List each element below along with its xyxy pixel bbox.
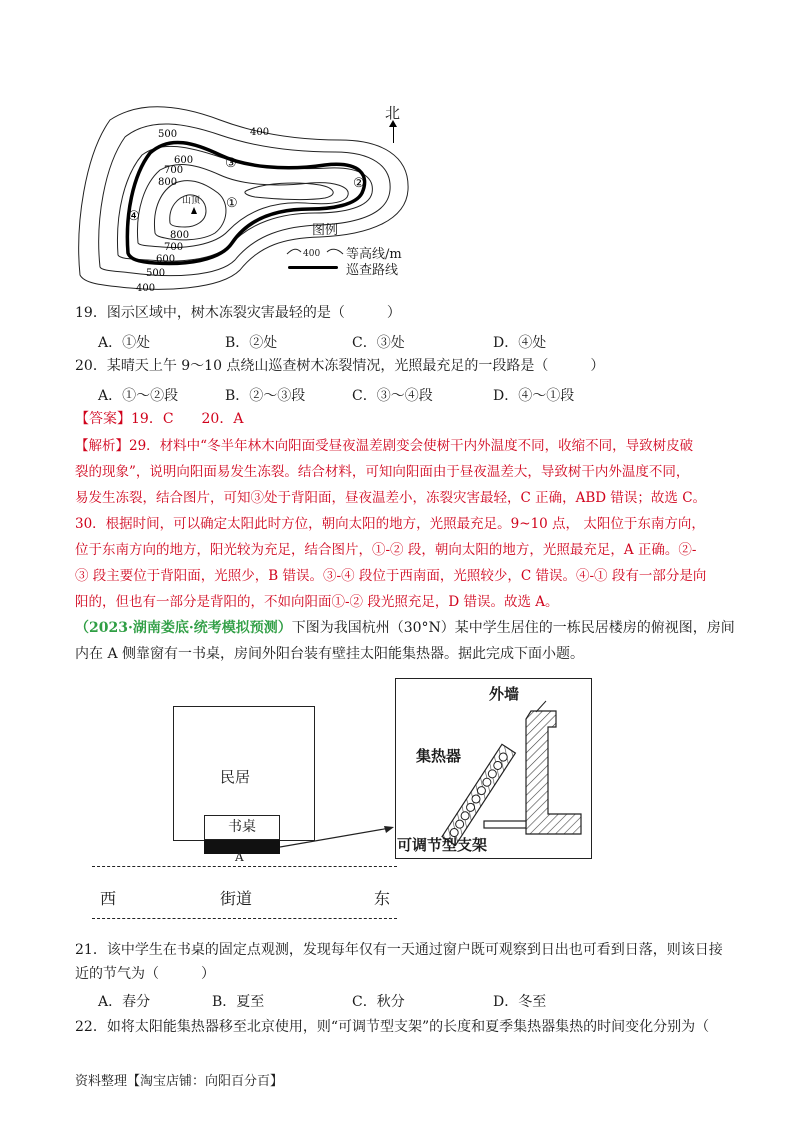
question-19: 19．图示区域中，树木冻裂灾害最轻的是（ ） bbox=[75, 305, 401, 321]
question-21-line-2: 近的节气为（ ） bbox=[75, 966, 215, 982]
street-label: 街道 bbox=[220, 889, 253, 908]
point-a-label: A bbox=[235, 850, 244, 864]
contour-label-500-top: 500 bbox=[158, 129, 178, 140]
contour-label-700-bottom: 700 bbox=[164, 242, 184, 253]
point-1: ① bbox=[226, 196, 238, 211]
north-arrow bbox=[393, 125, 394, 143]
q21-option-d[interactable]: D．冬至 bbox=[493, 994, 547, 1010]
north-label: 北 bbox=[385, 104, 401, 122]
q20-option-b[interactable]: B．②～③段 bbox=[225, 388, 306, 404]
contour-label-600-bottom: 600 bbox=[156, 254, 176, 265]
outer-wall-shape bbox=[526, 711, 581, 834]
summit-label: 山顶 bbox=[182, 196, 201, 206]
collector-label: 集热器 bbox=[416, 747, 462, 765]
summit-triangle bbox=[191, 207, 197, 214]
point-2: ② bbox=[353, 176, 365, 191]
desk-box bbox=[204, 815, 280, 840]
section-source: （2023·湖南娄底·统考模拟预测） bbox=[75, 620, 292, 636]
contour-label-600-top: 600 bbox=[174, 155, 194, 166]
legend-contour-sample bbox=[285, 246, 345, 258]
footer-text: 资料整理【淘宝店铺：向阳百分百】 bbox=[75, 1074, 284, 1089]
contour-label-400-bottom: 400 bbox=[136, 283, 156, 294]
point-3: ③ bbox=[225, 156, 237, 171]
q21-option-b[interactable]: B．夏至 bbox=[212, 994, 265, 1010]
house-label: 民居 bbox=[220, 768, 251, 786]
contour-label-800-top: 800 bbox=[158, 177, 178, 188]
west-label: 西 bbox=[100, 889, 117, 908]
answer-line: 【答案】19．C 20．A bbox=[75, 411, 244, 427]
analysis-line-3: 易发生冻裂，结合图片，可知③处于背阳面，昼夜温差小，冻裂灾害最轻，C 正确，ABD 错误；故选 C。 bbox=[75, 490, 707, 506]
street-line-top bbox=[92, 866, 397, 867]
contour-800 bbox=[154, 181, 226, 240]
bracket-label: 可调节型支架 bbox=[397, 836, 488, 854]
q20-option-d[interactable]: D．④～①段 bbox=[493, 388, 575, 404]
contour-label-700-top: 700 bbox=[164, 165, 184, 176]
analysis-line-4: 30．根据时间，可以确定太阳此时方位，朝向太阳的地方，光照最充足。9~10 点， 太阳位于东南方向， bbox=[75, 516, 705, 532]
contour-label-500-bottom: 500 bbox=[146, 268, 166, 279]
pointer-arrow bbox=[280, 820, 400, 860]
q21-option-a[interactable]: A．春分 bbox=[98, 994, 151, 1010]
analysis-line-7: 阳的，但也有一部分是背阳的，不如向阳面①-② 段光照充足，D 错误。故选 A。 bbox=[75, 594, 559, 610]
legend-title: 图例 bbox=[312, 223, 339, 238]
analysis-line-2: 裂的现象”，说明向阳面易发生冻裂。结合材料，可知向阳面由于昼夜温差大，导致树干内外温度不同， bbox=[75, 464, 690, 480]
legend-contour-number: 400 bbox=[303, 249, 321, 258]
section-intro-line-2: 内在 A 侧靠窗有一书桌，房间外阳台装有壁挂太阳能集热器。据此完成下面小题。 bbox=[75, 646, 585, 662]
bracket-bar bbox=[484, 821, 526, 828]
street-line-bottom bbox=[92, 918, 397, 919]
question-20: 20．某晴天上午 9～10 点绕山巡查树木冻裂情况，光照最充足的一段路是（ ） bbox=[75, 358, 605, 374]
q20-option-c[interactable]: C．③～④段 bbox=[352, 388, 433, 404]
section-text-1: 下图为我国杭州（30°N）某中学生居住的一栋民居楼房的俯视图，房间 bbox=[291, 620, 735, 636]
q19-option-a[interactable]: A．①处 bbox=[98, 335, 151, 351]
analysis-line-1: 【解析】29．材料中“冬半年林木向阳面受昼夜温差剧变会使树干内外温度不同，收缩不同，导致树皮破 bbox=[75, 438, 694, 454]
outer-wall-label: 外墙 bbox=[489, 685, 520, 703]
contour-label-400-top: 400 bbox=[250, 127, 270, 138]
q19-option-c[interactable]: C．③处 bbox=[352, 335, 405, 351]
point-4: ④ bbox=[128, 209, 140, 224]
legend-route-sample bbox=[288, 266, 338, 269]
collector-detail bbox=[396, 679, 591, 858]
question-22: 22．如将太阳能集热器移至北京使用，则“可调节型支架”的长度和夏季集热器集热的时间变化分别为（ bbox=[75, 1019, 710, 1035]
legend-route-label: 巡查路线 bbox=[346, 263, 399, 278]
q19-option-d[interactable]: D．④处 bbox=[493, 335, 547, 351]
q19-option-b[interactable]: B．②处 bbox=[225, 335, 278, 351]
question-21-line-1: 21．该中学生在书桌的固定点观测，发现每年仅有一天通过窗户既可观察到日出也可看到日落，则该日接 bbox=[75, 942, 723, 958]
contour-label-800-bottom: 800 bbox=[170, 230, 190, 241]
q20-option-a[interactable]: A．①～②段 bbox=[98, 388, 179, 404]
analysis-line-6: ③ 段主要位于背阳面，光照少，B 错误。③-④ 段位于西南面，光照较少，C 错误。④-① 段有一部分是向 bbox=[75, 568, 707, 584]
legend-contour-label: 等高线/m bbox=[346, 247, 402, 262]
north-arrow-head bbox=[389, 120, 397, 127]
section-intro-line-1 bbox=[75, 618, 735, 638]
desk-label: 书桌 bbox=[228, 819, 256, 835]
east-label: 东 bbox=[374, 889, 391, 908]
contour-east-inner bbox=[245, 183, 333, 200]
analysis-line-5: 位于东南方向的地方，阳光较为充足，结合图片，①-② 段，朝向太阳的地方，光照最充足，A 正确。②- bbox=[75, 542, 697, 558]
q21-option-c[interactable]: C．秋分 bbox=[352, 994, 405, 1010]
